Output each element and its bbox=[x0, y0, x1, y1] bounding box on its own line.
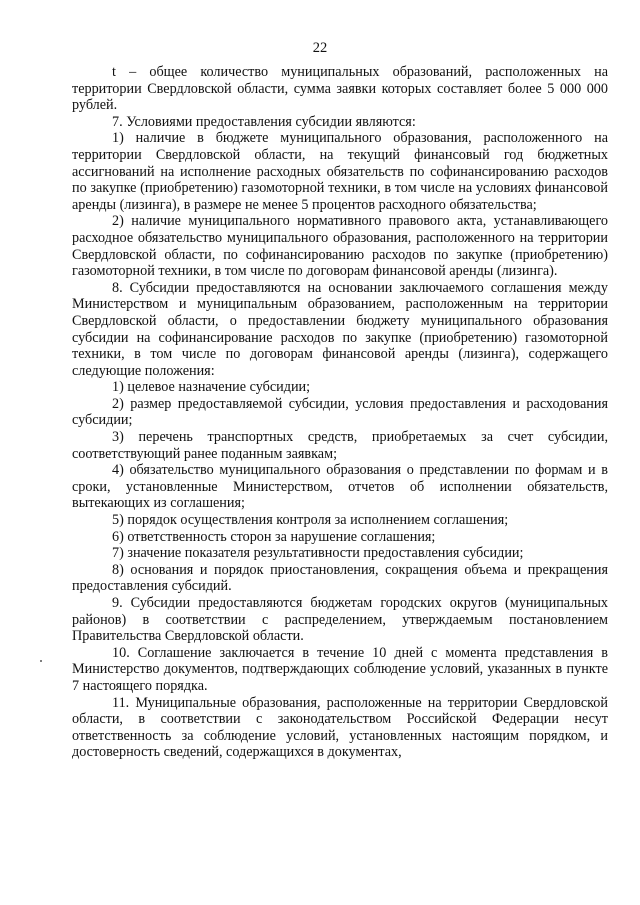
paragraph-8-item-8: 8) основания и порядок приостановления, сокращения объема и прекращения предоставления субсидий. bbox=[72, 561, 608, 595]
paragraph-t-definition: t – общее количество муниципальных образований, расположенных на территории Свердловской области, сумма заявки которых составляет более 5 000 000 рублей. bbox=[72, 64, 608, 114]
document-body bbox=[72, 64, 608, 761]
paragraph-8-item-6: 6) ответственность сторон за нарушение соглашения; bbox=[112, 528, 436, 545]
paragraph-8-item-7: 7) значение показателя результативности предоставления субсидии; bbox=[112, 545, 524, 562]
paragraph-8: 8. Субсидии предоставляются на основании заключаемого соглашения между Министерством и муниципальным образованием, расположенным на территории Свердловской области, о предоставлении бюджету муниципального образования субсидии на софинансирование расходов по закупке (приобретению) газомоторной техники, в том числе по договорам финансовой аренды (лизинга), содержащего следующие положения: bbox=[72, 279, 608, 379]
paragraph-7-heading: 7. Условиями предоставления субсидии являются: bbox=[112, 113, 416, 130]
paragraph-9: 9. Субсидии предоставляются бюджетам городских округов (муниципальных районов) в соответствии с распределением, утверждаемым постановлением Правительства Свердловской области. bbox=[72, 595, 608, 645]
paragraph-8-item-5: 5) порядок осуществления контроля за исполнением соглашения; bbox=[112, 512, 509, 529]
paragraph-11: 11. Муниципальные образования, расположенные на территории Свердловской области, в соответствии с законодательством Российской Федерации несут ответственность за соблюдение условий, установленных настоящим порядком, и достоверность сведений, содержащихся в документах, bbox=[72, 694, 608, 761]
page-number: 22 bbox=[312, 40, 328, 56]
scan-speck bbox=[40, 660, 42, 662]
paragraph-8-item-2: 2) размер предоставляемой субсидии, условия предоставления и расходования субсидии; bbox=[72, 395, 608, 429]
paragraph-7-item-1: 1) наличие в бюджете муниципального образования, расположенного на территории Свердловской области, на текущий финансовый год бюджетных ассигнований на исполнение расходных обязательств по софинансированию расходов по закупке (приобретению) газомоторной техники, в том числе на условиях финансовой аренды (лизинга), в размере не менее 5 процентов расходного обязательства; bbox=[72, 130, 608, 213]
paragraph-8-item-3: 3) перечень транспортных средств, приобретаемых за счет субсидии, соответствующий ранее поданным заявкам; bbox=[72, 429, 608, 462]
paragraph-10: 10. Соглашение заключается в течение 10 дней с момента представления в Министерство документов, подтверждающих соблюдение условий, указанных в пункте 7 настоящего порядка. bbox=[72, 644, 608, 694]
paragraph-8-item-1: 1) целевое назначение субсидии; bbox=[112, 379, 311, 396]
paragraph-7-item-2: 2) наличие муниципального нормативного правового акта, устанавливающего расходное обязательство муниципального образования, расположенного на территории Свердловской области, по софинансированию расходов по закупке (приобретению) газомоторной техники, в том числе по договорам финансовой аренды (лизинга). bbox=[72, 213, 608, 280]
paragraph-8-item-4: 4) обязательство муниципального образования о представлении по формам и в сроки, установленные Министерством, отчетов об исполнении обязательств, вытекающих из соглашения; bbox=[72, 462, 608, 512]
